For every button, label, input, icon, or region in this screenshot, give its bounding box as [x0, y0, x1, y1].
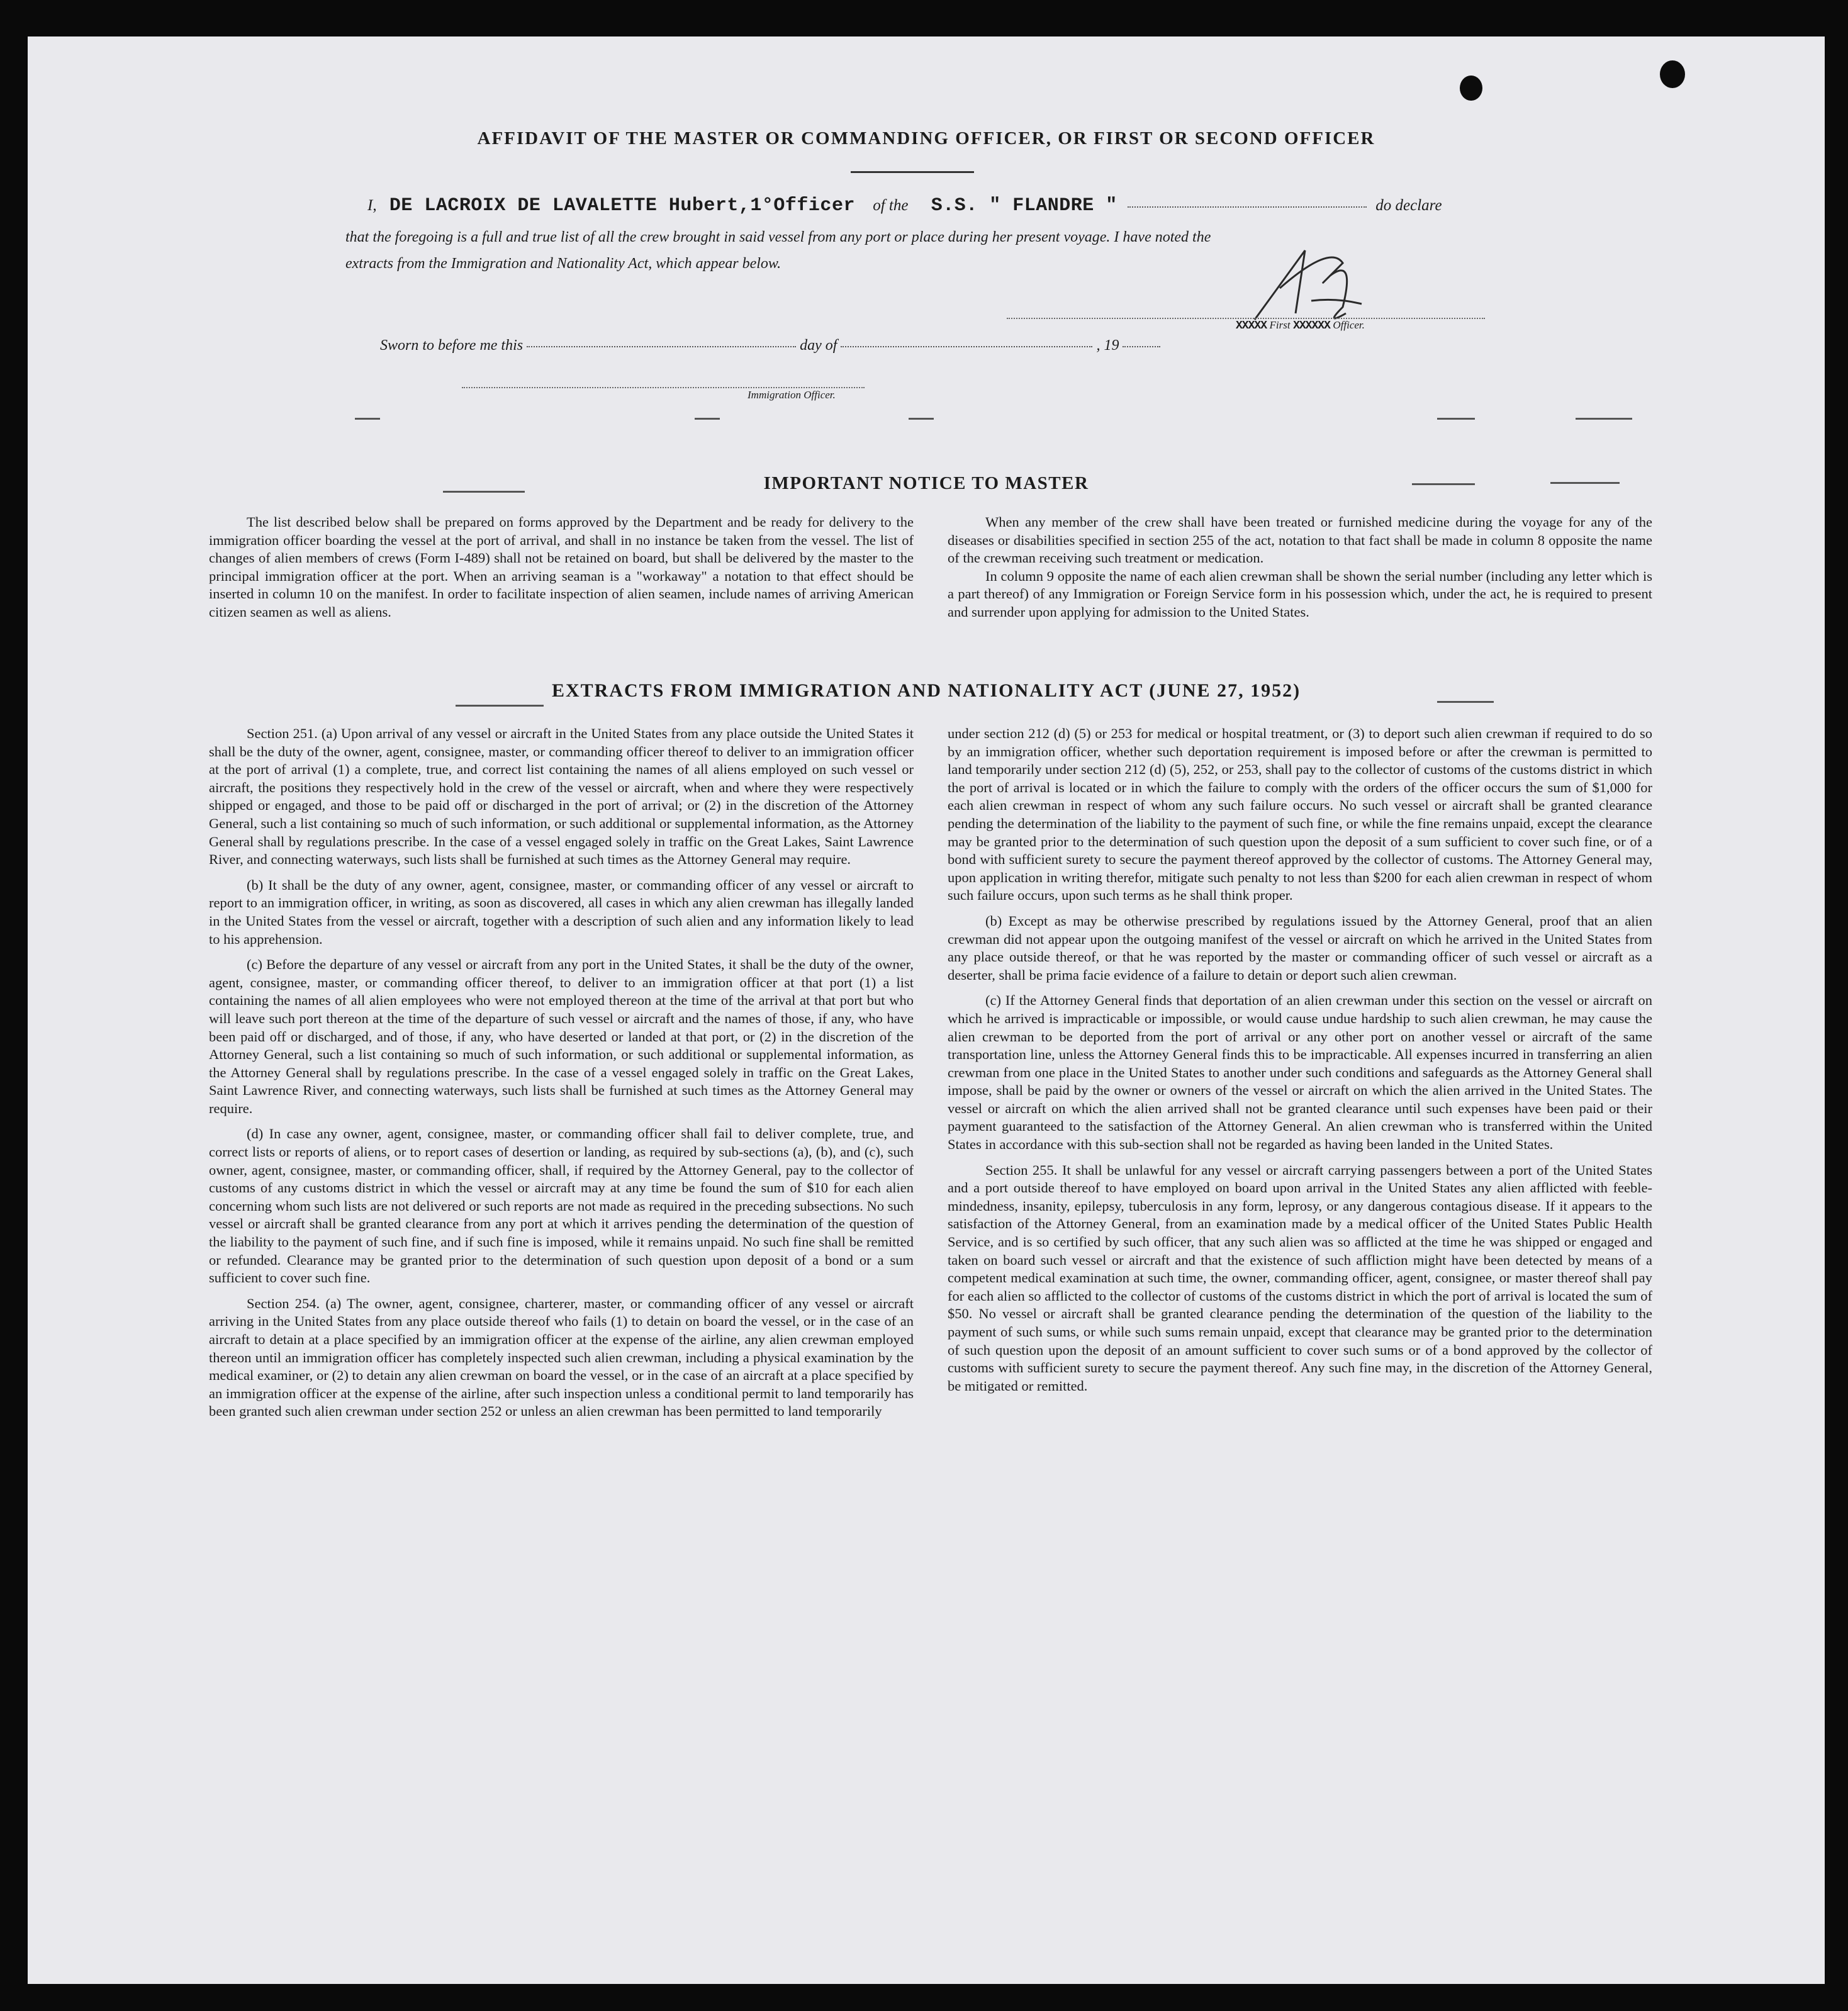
section-251a: Section 251. (a) Upon arrival of any vessel or aircraft in the United States from any place outside the United States it shall be the duty of the owner, agent, consignee, master, or commanding officer thereof to deliver to an immigration officer at the port of arrival (1) a complete, true, and correct list containing the names of all aliens employed on such vessel or aircraft, the positions they respectively hold in the crew of the vessel or aircraft, when and where they were respectively shipped or engaged, and those to be paid off or discharged in the port of arrival; or (2) in the discretion of the Attorney General, such a list containing so much of such information, or such additional or supplemental information, as the Attorney General shall by regulations prescribe. In the case of a vessel engaged solely in traffic on the Great Lakes, Saint Lawrence River, and connecting waterways, such lists shall be furnished at such times as the Attorney General may require.	[209, 725, 914, 868]
struck-commanding: XXXXXX	[1293, 320, 1330, 332]
declaration-line-2: that the foregoing is a full and true list of all the crew brought in said vessel from any port or place during her present voyage. I have noted the	[345, 229, 1211, 245]
scan-mark	[909, 418, 934, 420]
extracts-title: EXTRACTS FROM IMMIGRATION AND NATIONALITY ACT (JUNE 27, 1952)	[551, 680, 1301, 701]
struck-master: XXXXX	[1236, 320, 1267, 332]
immigration-officer-line	[462, 386, 865, 388]
signature-caption	[1236, 318, 1365, 332]
scan-mark	[355, 418, 380, 420]
sworn-fill-3	[1123, 345, 1160, 347]
title-underline	[851, 171, 974, 173]
punch-hole-right	[1660, 60, 1685, 88]
notice-left-paragraph: The list described below shall be prepared on forms approved by the Department and be ready for delivery to the immigration officer boarding the vessel at the port of arrival, and shall in no instance be taken from the vessel. The list of changes of alien members of crews (Form I-489) shall not be retained on board, but shall be delivered by the master to the principal immigration officer at the port. When an arriving seaman is a "workaway" a notation to that effect should be inserted in column 10 on the manifest. In order to facilitate inspection of alien seamen, include names of arriving American citizen seamen as well as aliens.	[209, 514, 914, 620]
notice-left-column	[209, 513, 914, 629]
signature-first: First	[1269, 319, 1291, 331]
scan-mark	[456, 705, 544, 707]
section-254a: Section 254. (a) The owner, agent, consignee, charterer, master, or commanding officer of any vessel or aircraft arriving in the United States from any place outside thereof who fails (1) to detain on board the vessel, or in the case of an aircraft to detain at a place specified by an immigration officer at the expense of the airline, any alien crewman employed thereon until an immigration officer has completely inspected such alien crewman, including a physical examination by the medical examiner, or (2) to detain any alien crewman on board the vessel, or in the case of an aircraft at a place specified by an immigration officer at the expense of the airline, after such inspection unless a conditional permit to land temporarily has been granted such alien crewman under section 252 or unless an alien crewman has been permitted to land temporarily	[209, 1295, 914, 1420]
notice-right-paragraph-1: When any member of the crew shall have been treated or furnished medicine during the voyage for any of the diseases or disabilities specified in section 255 of the act, notation to that fact shall be made in column 8 opposite the name of the crewman receiving such treatment or medication.	[948, 514, 1652, 566]
document-page	[28, 36, 1825, 1984]
section-254c: (c) If the Attorney General finds that deportation of an alien crewman under this section on the vessel or aircraft on which he arrived is impracticable or impossible, or would cause undue hardship to such alien crewman, he may cause the alien crewman to be deported from the port of arrival or any other port on another vessel or aircraft of the same transportation line, unless the Attorney General finds this to be impracticable. All expenses incurred in transferring an alien crewman from one place in the United States to another under such conditions and safeguards as the Attorney General shall impose, shall be paid by the owner or owners of the vessel or aircraft on which the alien arrived in the United States. The vessel or aircraft on which the alien arrived shall not be granted clearance until such expenses have been paid or their payment guaranteed to the satisfaction of the Attorney General. An alien crewman who is transferred within the United States in accordance with this sub-section shall not be regarded as having been landed in the United States.	[948, 992, 1652, 1153]
notice-title: IMPORTANT NOTICE TO MASTER	[763, 473, 1089, 493]
declaration-do-declare: do declare	[1375, 197, 1442, 214]
extracts-left-column	[209, 725, 914, 1428]
vessel-fill-line	[1128, 206, 1367, 208]
sworn-line	[380, 337, 1198, 354]
section-251b: (b) It shall be the duty of any owner, agent, consignee, master, or commanding officer of any vessel or aircraft to report to an immigration officer, in writing, as soon as discovered, all cases in which any alien crewman has illegally landed in the United States from the vessel or aircraft, together with a description of such alien and any information likely to lead to his apprehension.	[209, 877, 914, 947]
scan-mark	[1576, 418, 1632, 420]
declaration-i: I,	[367, 197, 377, 214]
sworn-text: Sworn to before me this	[380, 337, 524, 354]
officer-name-typed: DE LACROIX DE LAVALETTE Hubert,1°Officer	[389, 195, 855, 216]
signature-officer: Officer.	[1333, 319, 1365, 331]
section-251d: (d) In case any owner, agent, consignee, master, or commanding officer shall fail to deliver complete, true, and correct lists or reports of aliens, or to report cases of desertion or landing, as required by sub-sections (a), (b), and (c), such owner, agent, consignee, master, or commanding officer, shall, if required by the Attorney General, pay to the collector of customs of any customs district in which the vessel or aircraft may at any time be found the sum of $10 for each alien concerning whom such lists are not delivered or such reports are not made as required in the preceding subsections. No such vessel or aircraft shall be granted clearance from any port at which it arrives pending the determination of the question of the liability to the payment of such fine, and if such fine is imposed, while it remains unpaid. No such fine shall be remitted or refunded. Clearance may be granted prior to the determination of such question upon deposit of a bond or a sum sufficient to cover such fine.	[209, 1126, 914, 1286]
section-254b: (b) Except as may be otherwise prescribed by regulations issued by the Attorney General, proof that an alien crewman did not appear upon the outgoing manifest of the vessel or aircraft on which he arrived in the United States from any place outside thereof, or that he was reported by the master or commanding officer of such vessel or aircraft as a deserter, shall be prima facie evidence of a failure to detain or deport such alien crewman.	[948, 912, 1652, 983]
sworn-day-of: day of	[800, 337, 837, 354]
notice-right-column	[948, 513, 1652, 629]
section-251c: (c) Before the departure of any vessel or aircraft from any port in the United States, it shall be the duty of the owner, agent, consignee, master, or commanding officer thereof, to deliver to an immigration officer at that port (1) a list containing the names of all alien employees who were not employed thereon at the time of the arrival at that port but who will leave such port thereon at the time of the departure of such vessel or aircraft and the names of those, if any, who have been paid off or discharged, and of those, if any, who have deserted or landed at that port, or (2) in the discretion of the Attorney General, such a list containing so much of such information, or such additional or supplemental information, as the Attorney General shall by regulations prescribe. In the case of a vessel engaged solely in traffic on the Great Lakes, Saint Lawrence River, and connecting waterways, such lists shall be furnished at such times as the Attorney General may require.	[209, 956, 914, 1116]
section-254a-continued: under section 212 (d) (5) or 253 for medical or hospital treatment, or (3) to deport such alien crewman if required to do so by an immigration officer, whether such deportation requirement is imposed before or after the crewman is permitted to land temporarily under section 212 (d) (5), 252, or 253, shall pay to the collector of customs of the customs district in which the port of arrival is located or in which the failure to comply with the orders of the officer occurs the sum of $1,000 for each alien crewman in respect of whom any such failure occurs. No such vessel or aircraft shall be granted clearance pending the determination of the liability to the payment of such fine, or while the fine remains unpaid, except the clearance may be granted prior to the determination of such question upon the deposit of a sum sufficient to cover such fine, or of a bond with sufficient surety to secure the payment thereof approved by the collector of customs. The Attorney General may, upon application in writing therefor, mitigate such penalty to not less than $200 for each alien crewman in respect of whom such failure occurs, upon such terms as he shall think proper.	[948, 725, 1652, 904]
affidavit-title: AFFIDAVIT OF THE MASTER OR COMMANDING OFFICER, OR FIRST OR SECOND OFFICER	[477, 128, 1375, 148]
scan-mark	[1437, 418, 1475, 420]
sworn-fill-2	[841, 345, 1092, 347]
sworn-fill-1	[527, 345, 796, 347]
vessel-name-typed: S.S. " FLANDRE "	[931, 195, 1117, 216]
declaration-line-1	[367, 195, 1519, 224]
section-255: Section 255. It shall be unlawful for any vessel or aircraft carrying passengers between a port of the United States and a port outside thereof to have employed on board upon arrival in the United States any alien afflicted with feeble-mindedness, insanity, epilepsy, tuberculosis in any form, leprosy, or any dangerous contagious disease. If it appears to the satisfaction of the Attorney General, from an examination made by a medical officer of the United States Public Health Service, and is so certified by such officer, that any such alien was so afflicted at the time he was shipped or engaged and taken on board such vessel or aircraft and that the existence of such affliction might have been detected by means of a competent medical examination at such time, the owner, commanding officer, agent, consignee, or master thereof shall pay for each alien so afflicted to the collector of customs of the customs district in which the port of arrival is located the sum of $50. No vessel or aircraft shall be granted clearance pending the determination of the question of the liability to the payment of such sums, or while such sums remain unpaid, except that clearance may be granted prior to the determination of such question upon the deposit of an amount sufficient to cover such sums or of a bond approved by the collector of customs with sufficient surety to secure the payment thereof. Any such fine may, in the discretion of the Attorney General, be mitigated or remitted.	[948, 1162, 1652, 1394]
extracts-right-column	[948, 725, 1652, 1403]
declaration-of-the: of the	[873, 197, 909, 214]
immigration-officer-caption: Immigration Officer.	[748, 389, 836, 401]
punch-hole-left	[1460, 76, 1482, 101]
notice-right-paragraph-2: In column 9 opposite the name of each alien crewman shall be shown the serial number (including any letter which is a part thereof) of any Immigration or Foreign Service form in his possession which, under the act, he is required to present and surrender upon applying for admission to the United States.	[948, 568, 1652, 620]
declaration-line-3: extracts from the Immigration and Nationality Act, which appear below.	[345, 255, 781, 272]
sworn-year: , 19	[1096, 337, 1119, 354]
scan-mark	[695, 418, 720, 420]
